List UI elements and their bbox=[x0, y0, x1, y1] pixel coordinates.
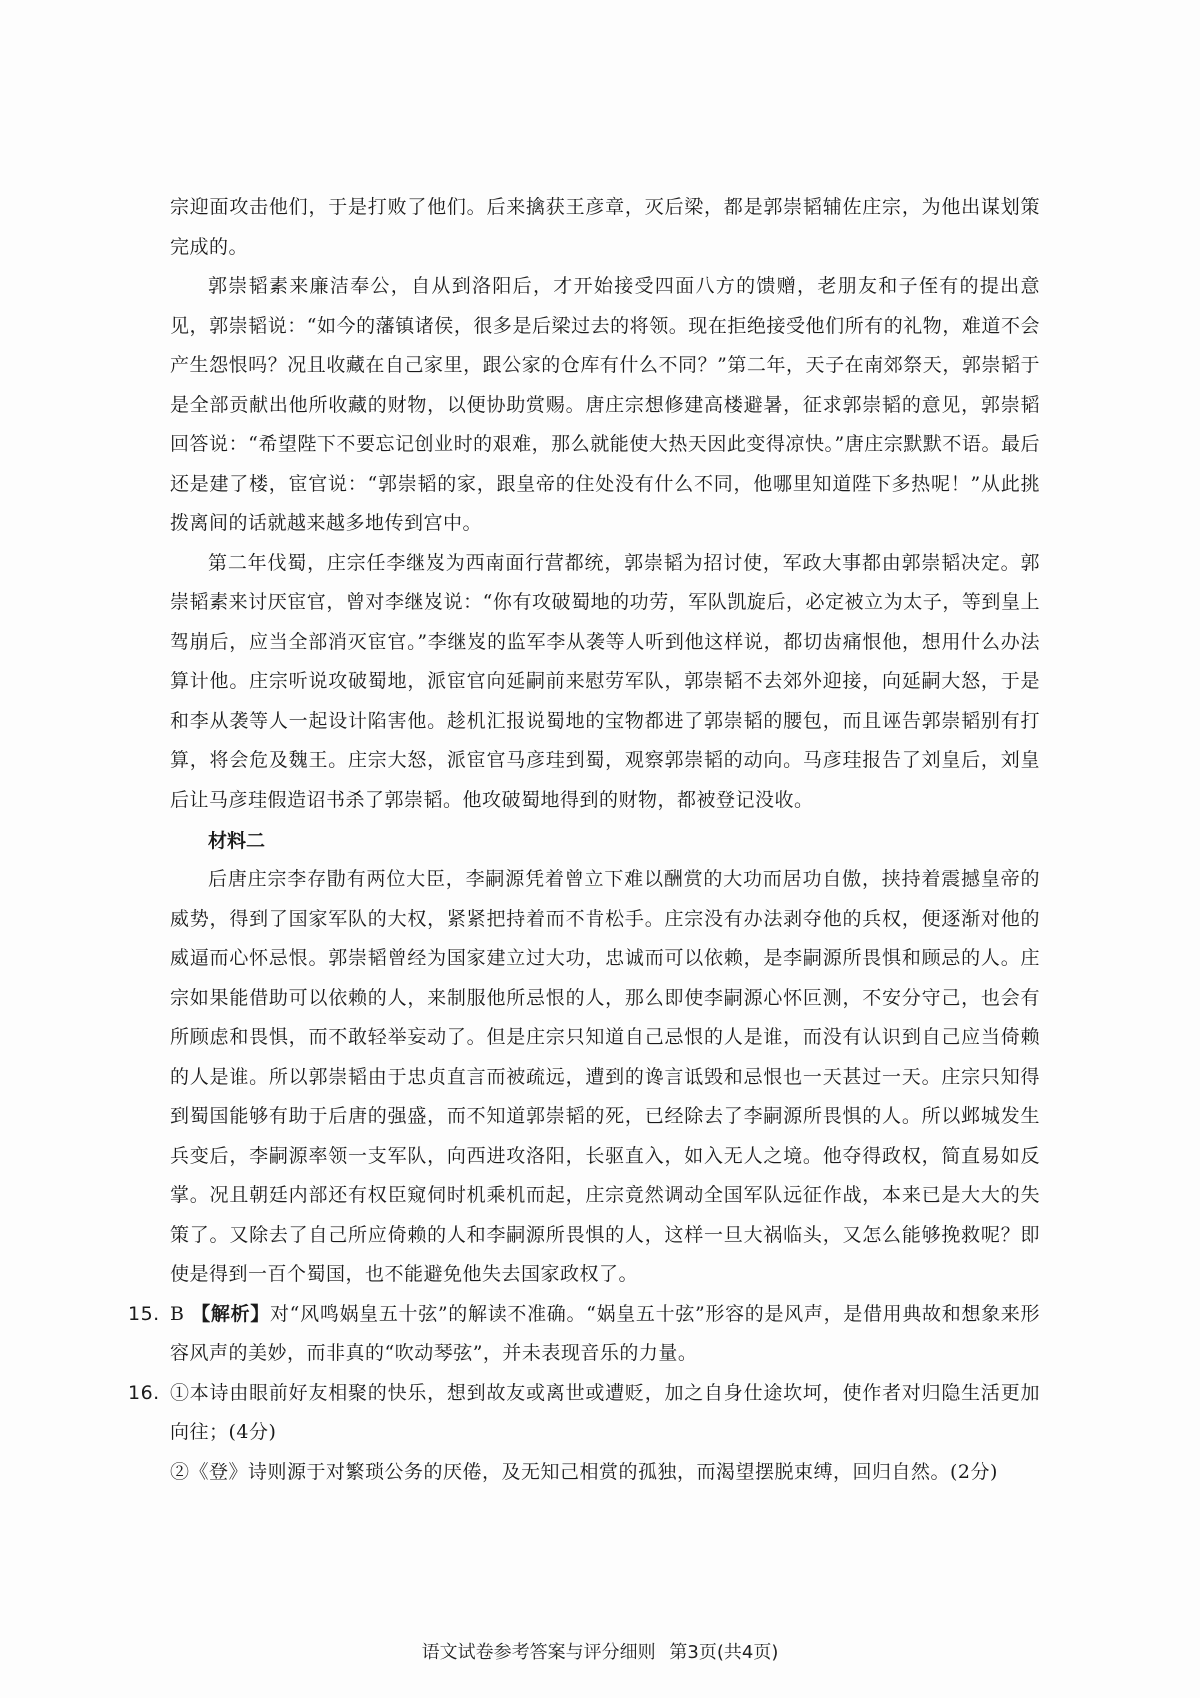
answer-15 bbox=[128, 1295, 1040, 1374]
answer-choice: B bbox=[170, 1302, 185, 1325]
paragraph-shu-campaign: 第二年伐蜀，庄宗任李继岌为西南面行营都统，郭崇韬为招讨使，军政大事都由郭崇韬决定。郭崇韬素来讨厌宦官，曾对李继岌说：“你有攻破蜀地的功劳，军队凯旋后，必定被立为太子，等到皇上驾崩后，应当全部消灭宦官。”李继岌的监军李从袭等人听到他这样说，都切齿痛恨他，想用什么办法算计他。庄宗听说攻破蜀地，派宦官向延嗣前来慰劳军队，郭崇韬不去郊外迎接，向延嗣大怒，于是和李从袭等人一起设计陷害他。趁机汇报说蜀地的宝物都进了郭崇韬的腰包，而且诬告郭崇韬别有打算，将会危及魏王。庄宗大怒，派宦官马彦珪到蜀，观察郭崇韬的动向。马彦珪报告了刘皇后，刘皇后让马彦珪假造诏书杀了郭崇韬。他攻破蜀地得到的财物，都被登记没收。 bbox=[170, 551, 1040, 811]
answer-16-part-2 bbox=[170, 1453, 1040, 1493]
question-number: 15. bbox=[128, 1302, 160, 1325]
footer-title: 语文试卷参考答案与评分细则 bbox=[421, 1642, 656, 1663]
answer-text: 对“风鸣娲皇五十弦”的解读不准确。“娲皇五十弦”形容的是风声，是借用典故和想象来形容风声的美妙，而非真的“吹动琴弦”，并未表现音乐的力量。 bbox=[170, 1302, 1040, 1364]
document-body bbox=[128, 188, 1040, 1492]
page-footer bbox=[0, 1638, 1200, 1664]
analysis-tag: 【解析】 bbox=[191, 1302, 270, 1325]
paragraph-continuation: 宗迎面攻击他们，于是打败了他们。后来擒获王彦章，灭后梁，都是郭崇韬辅佐庄宗，为他出谋划策完成的。 bbox=[170, 196, 1040, 258]
answer-text: ①本诗由眼前好友相聚的快乐，想到故友或离世或遭贬，加之自身仕途坎坷，使作者对归隐生活更加向往；(4分) bbox=[170, 1381, 1040, 1443]
page-number: 第3页(共4页) bbox=[669, 1642, 779, 1663]
answer-text: ②《登》诗则源于对繁琐公务的厌倦，及无知己相赏的孤独，而渴望摆脱束缚，回归自然。(2分) bbox=[170, 1460, 998, 1483]
paragraph-guo-chongtao-integrity: 郭崇韬素来廉洁奉公，自从到洛阳后，才开始接受四面八方的馈赠，老朋友和子侄有的提出意见，郭崇韬说：“如今的藩镇诸侯，很多是后梁过去的将领。现在拒绝接受他们所有的礼物，难道不会产生怨恨吗？况且收藏在自己家里，跟公家的仓库有什么不同？”第二年，天子在南郊祭天，郭崇韬于是全部贡献出他所收藏的财物，以便协助赏赐。唐庄宗想修建高楼避暑，征求郭崇韬的意见，郭崇韬回答说：“希望陛下不要忘记创业时的艰难，那么就能使大热天因此变得凉快。”唐庄宗默默不语。最后还是建了楼，宦官说：“郭崇韬的家，跟皇帝的住处没有什么不同，他哪里知道陛下多热呢！”从此挑拨离间的话就越来越多地传到宫中。 bbox=[170, 275, 1040, 534]
material-two-heading: 材料二 bbox=[208, 830, 266, 852]
answer-16-part-1 bbox=[128, 1374, 1040, 1453]
paragraph-material-two: 后唐庄宗李存勖有两位大臣，李嗣源凭着曾立下难以酬赏的大功而居功自傲，挟持着震撼皇帝的威势，得到了国家军队的大权，紧紧把持着而不肯松手。庄宗没有办法剥夺他的兵权，便逐渐对他的威逼而心怀忌恨。郭崇韬曾经为国家建立过大功，忠诚而可以依赖，是李嗣源所畏惧和顾忌的人。庄宗如果能借助可以依赖的人，来制服他所忌恨的人，那么即使李嗣源心怀叵测，不安分守己，也会有所顾虑和畏惧，而不敢轻举妄动了。但是庄宗只知道自己忌恨的人是谁，而没有认识到自己应当倚赖的人是谁。所以郭崇韬由于忠贞直言而被疏远，遭到的谗言诋毁和忌恨也一天甚过一天。庄宗只知得到蜀国能够有助于后唐的强盛，而不知道郭崇韬的死，已经除去了李嗣源所畏惧的人。所以邺城发生兵变后，李嗣源率领一支军队，向西进攻洛阳，长驱直入，如入无人之境。他夺得政权，简直易如反掌。况且朝廷内部还有权臣窥伺时机乘机而起，庄宗竟然调动全国军队远征作战，本来已是大大的失策了。又除去了自己所应倚赖的人和李嗣源所畏惧的人，这样一旦大祸临头，又怎么能够挽救呢？即使是得到一百个蜀国，也不能避免他失去国家政权了。 bbox=[170, 868, 1040, 1285]
question-number: 16. bbox=[128, 1381, 160, 1404]
